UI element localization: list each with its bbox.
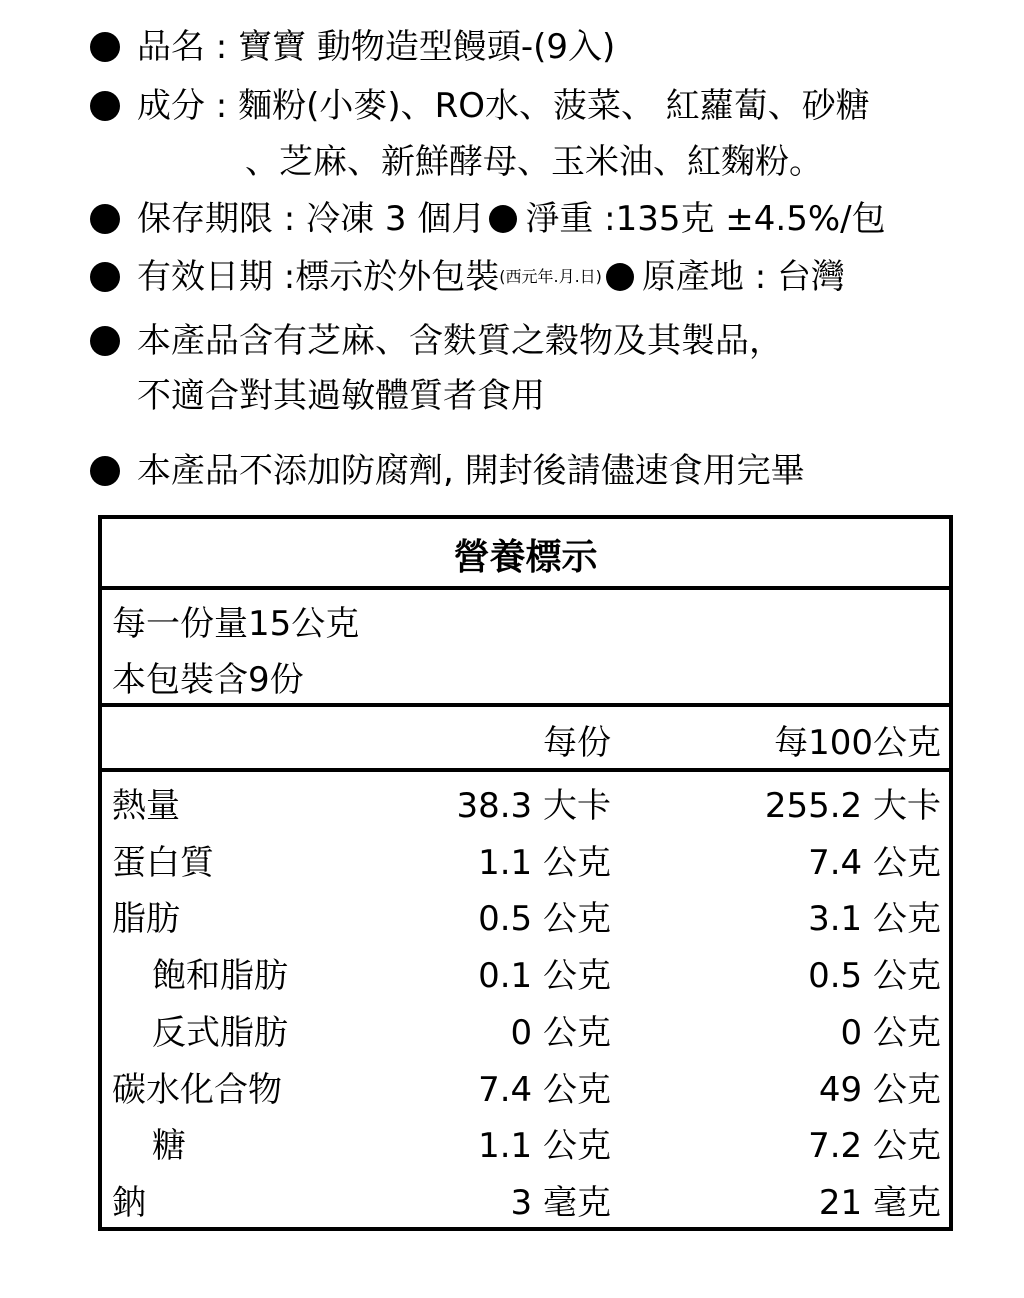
ingredients-line-2: 、芝麻、新鮮酵母、玉米油、紅麴粉。	[245, 142, 823, 182]
nutrient-row	[102, 948, 949, 1004]
serving-section	[102, 590, 949, 707]
bullet-icon	[90, 456, 120, 486]
shelf-life-line	[137, 197, 886, 241]
per-serving-value: 7.4 公克	[478, 1069, 611, 1110]
column-per-serving: 每份	[543, 723, 611, 763]
bullet-icon	[90, 262, 120, 292]
nutrient-label: 飽和脂肪	[152, 956, 288, 997]
per-serving-value: 0.5 公克	[478, 899, 611, 940]
nutrient-row	[102, 1175, 949, 1231]
servings-per-pack: 本包裝含9份	[112, 660, 304, 700]
nutrition-table	[98, 515, 953, 1231]
nutrient-row	[102, 1005, 949, 1061]
column-per-100g: 每100公克	[774, 723, 941, 763]
preservative-note: 本產品不添加防腐劑, 開封後請儘速食用完畢	[137, 451, 805, 491]
serving-size: 每一份量15公克	[112, 604, 360, 644]
nutrient-row	[102, 835, 949, 891]
shelf-life: 保存期限 : 冷凍 3 個月	[137, 199, 486, 239]
nutrient-row	[102, 1062, 949, 1118]
per-100g-value: 255.2 大卡	[764, 786, 941, 826]
per-100g-value: 7.2 公克	[808, 1126, 941, 1167]
nutrient-row	[102, 1118, 949, 1174]
nutrient-label: 反式脂肪	[152, 1012, 288, 1053]
per-100g-value: 21 毫克	[818, 1182, 941, 1223]
per-serving-value: 38.3 大卡	[456, 786, 611, 826]
nutrition-title: 營養標示	[453, 537, 598, 578]
nutrient-label: 脂肪	[112, 899, 180, 940]
bullet-icon	[489, 205, 517, 233]
per-serving-value: 0.1 公克	[478, 956, 611, 997]
nutrition-title-section	[102, 519, 949, 590]
nutrient-label: 碳水化合物	[112, 1069, 282, 1110]
per-100g-value: 3.1 公克	[808, 899, 941, 940]
nutrient-label: 熱量	[112, 786, 180, 826]
allergen-line-2: 不適合對其過敏體質者食用	[137, 376, 545, 416]
per-100g-value: 49 公克	[818, 1069, 941, 1110]
bullet-icon	[90, 32, 120, 62]
net-weight: 淨重 :135克 ±4.5%/包	[525, 199, 886, 239]
bullet-icon	[90, 91, 120, 121]
per-100g-value: 7.4 公克	[808, 842, 941, 883]
column-header-section	[102, 707, 949, 772]
ingredients-line-1: 成分 : 麵粉(小麥)、RO水、菠菜、 紅蘿蔔、砂糖	[137, 86, 870, 126]
origin: 原產地 : 台灣	[641, 257, 846, 297]
nutrient-label: 鈉	[112, 1182, 146, 1223]
per-100g-value: 0 公克	[840, 1012, 941, 1053]
bullet-icon	[606, 263, 634, 291]
per-serving-value: 0 公克	[510, 1012, 611, 1053]
per-serving-value: 3 毫克	[510, 1182, 611, 1223]
per-serving-value: 1.1 公克	[478, 1126, 611, 1167]
product-name: 品名 : 寶寶 動物造型饅頭-(9入)	[137, 27, 616, 67]
expiry-note: (西元年.月.日)	[499, 267, 602, 286]
nutrient-label: 蛋白質	[112, 842, 214, 883]
per-serving-value: 1.1 公克	[478, 842, 611, 883]
nutrient-row	[102, 891, 949, 947]
expiry-label: 有效日期 :標示於外包裝	[137, 257, 500, 297]
nutrient-row	[102, 778, 949, 834]
bullet-icon	[90, 204, 120, 234]
expiry-line	[137, 255, 845, 299]
allergen-line-1: 本產品含有芝麻、含麩質之穀物及其製品，	[137, 321, 783, 361]
per-100g-value: 0.5 公克	[808, 956, 941, 997]
nutrient-label: 糖	[152, 1126, 186, 1167]
bullet-icon	[90, 326, 120, 356]
